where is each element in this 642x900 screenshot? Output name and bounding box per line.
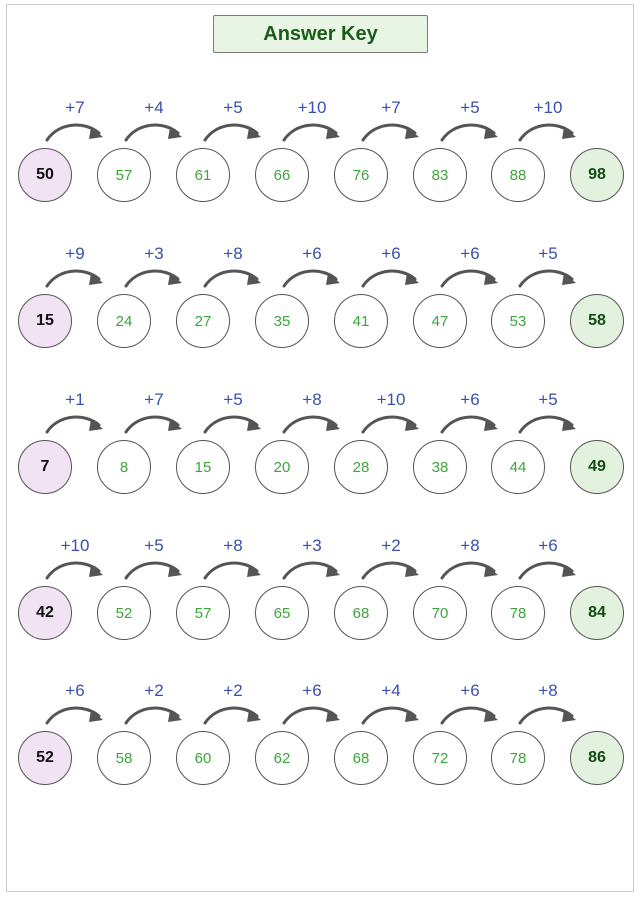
answer-circle: 35 (255, 294, 309, 348)
curved-arrow-icon (280, 119, 344, 145)
step-label: +8 (302, 390, 322, 409)
curved-arrow-icon (43, 411, 107, 437)
answer-circle: 15 (176, 440, 230, 494)
curved-arrow-icon (438, 411, 502, 437)
answer-circle: 88 (491, 148, 545, 202)
step-label: +7 (144, 390, 164, 409)
answer-circle: 65 (255, 586, 309, 640)
answer-circle: 47 (413, 294, 467, 348)
step-label: +3 (302, 536, 322, 555)
answer-circle: 61 (176, 148, 230, 202)
curved-arrow-icon (43, 119, 107, 145)
step-label: +8 (538, 681, 558, 700)
answer-circle: 52 (97, 586, 151, 640)
curved-arrow-icon (122, 265, 186, 291)
step-label: +3 (144, 244, 164, 263)
step-label: +5 (223, 98, 243, 117)
answer-circle: 68 (334, 586, 388, 640)
curved-arrow-icon (359, 411, 423, 437)
step-label: +4 (144, 98, 164, 117)
answer-circle: 20 (255, 440, 309, 494)
step-label: +6 (460, 390, 480, 409)
start-number-circle: 42 (18, 586, 72, 640)
answer-circle: 38 (413, 440, 467, 494)
curved-arrow-icon (438, 265, 502, 291)
step-label: +8 (223, 536, 243, 555)
step-label: +5 (538, 390, 558, 409)
curved-arrow-icon (359, 119, 423, 145)
answer-circle: 53 (491, 294, 545, 348)
step-label: +5 (144, 536, 164, 555)
start-number-circle: 52 (18, 731, 72, 785)
curved-arrow-icon (516, 702, 580, 728)
curved-arrow-icon (122, 702, 186, 728)
curved-arrow-icon (359, 265, 423, 291)
step-label: +8 (460, 536, 480, 555)
answer-circle: 78 (491, 586, 545, 640)
answer-circle: 78 (491, 731, 545, 785)
curved-arrow-icon (280, 557, 344, 583)
start-number-circle: 50 (18, 148, 72, 202)
answer-circle: 57 (176, 586, 230, 640)
step-label: +7 (65, 98, 85, 117)
curved-arrow-icon (201, 702, 265, 728)
step-label: +6 (460, 681, 480, 700)
curved-arrow-icon (280, 702, 344, 728)
final-answer-circle: 86 (570, 731, 624, 785)
final-answer-circle: 98 (570, 148, 624, 202)
answer-circle: 24 (97, 294, 151, 348)
curved-arrow-icon (43, 702, 107, 728)
step-label: +8 (223, 244, 243, 263)
problem-row (0, 390, 642, 520)
problem-row (0, 98, 642, 228)
step-label: +10 (376, 390, 406, 409)
curved-arrow-icon (516, 557, 580, 583)
curved-arrow-icon (438, 119, 502, 145)
answer-circle: 72 (413, 731, 467, 785)
curved-arrow-icon (280, 265, 344, 291)
curved-arrow-icon (201, 119, 265, 145)
answer-circle: 62 (255, 731, 309, 785)
step-label: +6 (302, 681, 322, 700)
answer-circle: 57 (97, 148, 151, 202)
curved-arrow-icon (359, 702, 423, 728)
final-answer-circle: 84 (570, 586, 624, 640)
curved-arrow-icon (516, 411, 580, 437)
answer-circle: 83 (413, 148, 467, 202)
step-label: +10 (60, 536, 90, 555)
curved-arrow-icon (122, 411, 186, 437)
answer-circle: 58 (97, 731, 151, 785)
problem-row (0, 536, 642, 666)
curved-arrow-icon (201, 411, 265, 437)
answer-circle: 28 (334, 440, 388, 494)
curved-arrow-icon (438, 702, 502, 728)
start-number-circle: 15 (18, 294, 72, 348)
step-label: +10 (297, 98, 327, 117)
answer-circle: 70 (413, 586, 467, 640)
answer-circle: 27 (176, 294, 230, 348)
answer-circle: 41 (334, 294, 388, 348)
page-title: Answer Key (213, 15, 428, 53)
final-answer-circle: 49 (570, 440, 624, 494)
step-label: +6 (302, 244, 322, 263)
curved-arrow-icon (122, 119, 186, 145)
step-label: +9 (65, 244, 85, 263)
step-label: +2 (381, 536, 401, 555)
curved-arrow-icon (516, 265, 580, 291)
curved-arrow-icon (201, 557, 265, 583)
step-label: +5 (460, 98, 480, 117)
step-label: +4 (381, 681, 401, 700)
step-label: +6 (538, 536, 558, 555)
step-label: +10 (533, 98, 563, 117)
problem-row (0, 681, 642, 811)
step-label: +2 (223, 681, 243, 700)
curved-arrow-icon (201, 265, 265, 291)
answer-circle: 8 (97, 440, 151, 494)
answer-circle: 60 (176, 731, 230, 785)
curved-arrow-icon (280, 411, 344, 437)
curved-arrow-icon (122, 557, 186, 583)
step-label: +7 (381, 98, 401, 117)
answer-circle: 76 (334, 148, 388, 202)
problem-row (0, 244, 642, 374)
answer-circle: 44 (491, 440, 545, 494)
curved-arrow-icon (438, 557, 502, 583)
curved-arrow-icon (43, 557, 107, 583)
start-number-circle: 7 (18, 440, 72, 494)
curved-arrow-icon (43, 265, 107, 291)
step-label: +5 (538, 244, 558, 263)
answer-circle: 68 (334, 731, 388, 785)
final-answer-circle: 58 (570, 294, 624, 348)
step-label: +5 (223, 390, 243, 409)
curved-arrow-icon (516, 119, 580, 145)
curved-arrow-icon (359, 557, 423, 583)
step-label: +1 (65, 390, 85, 409)
answer-circle: 66 (255, 148, 309, 202)
step-label: +6 (460, 244, 480, 263)
step-label: +6 (381, 244, 401, 263)
step-label: +2 (144, 681, 164, 700)
step-label: +6 (65, 681, 85, 700)
